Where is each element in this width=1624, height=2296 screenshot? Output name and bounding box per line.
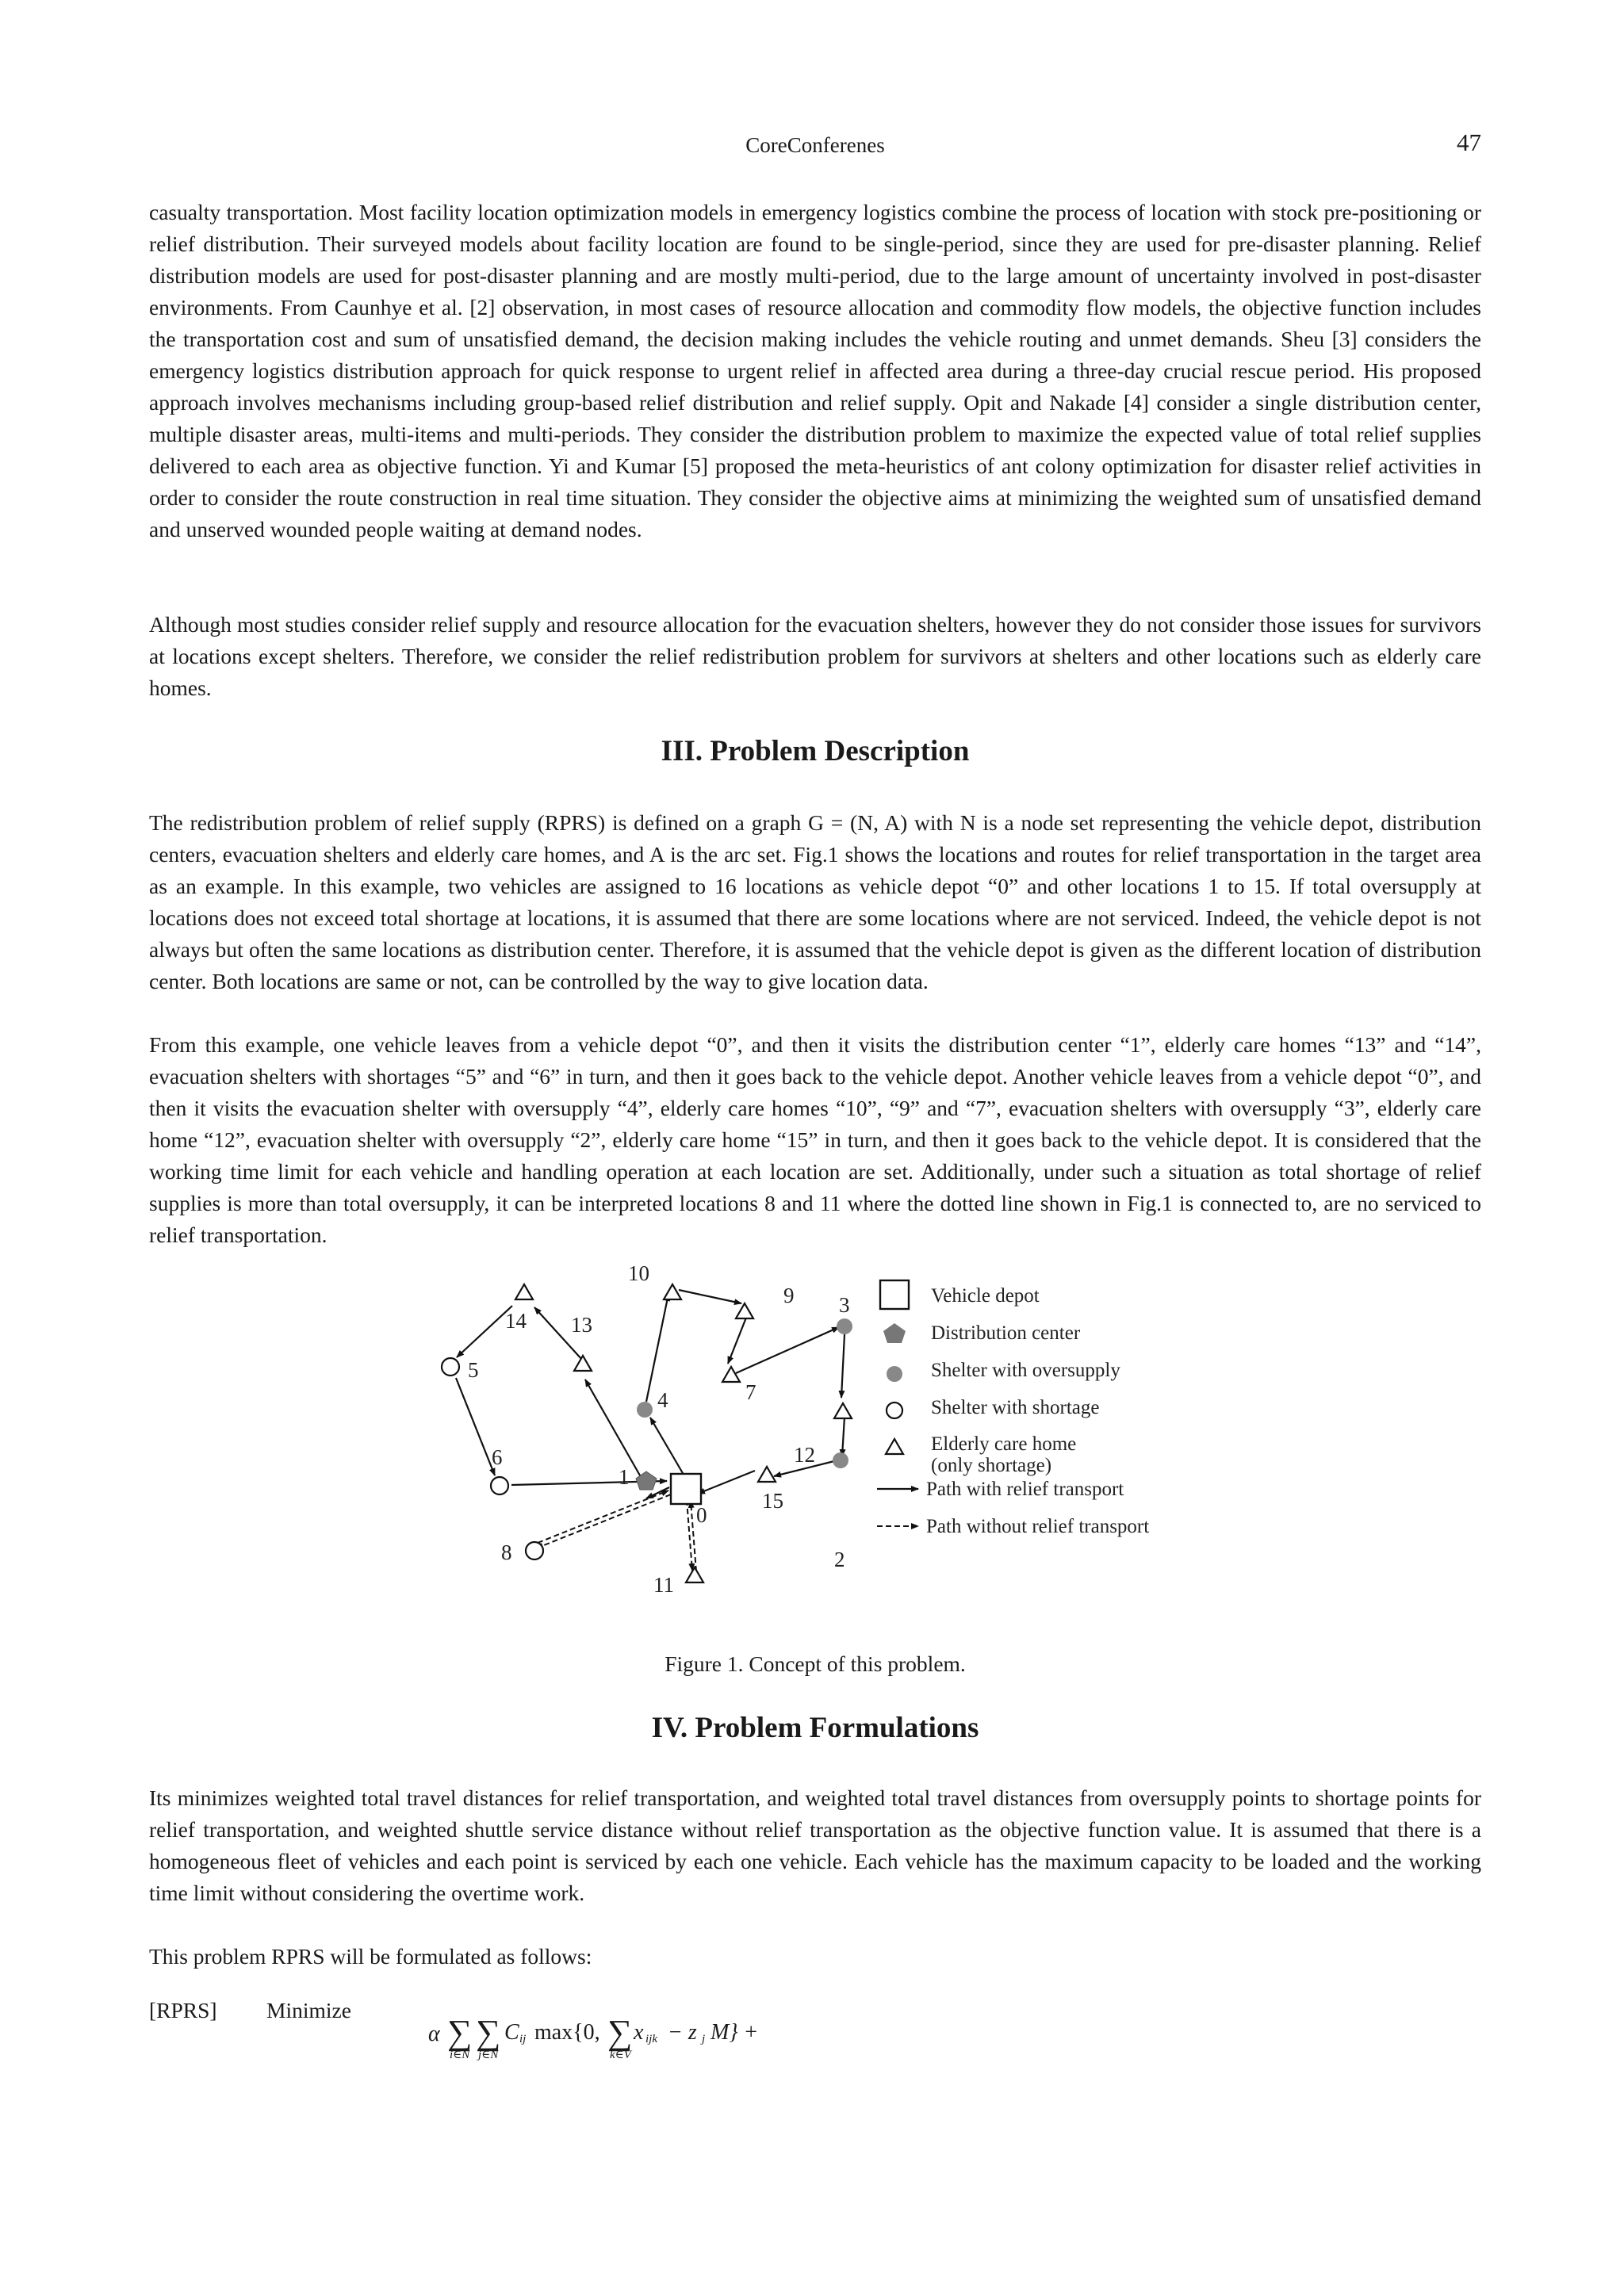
legend-shortage-symbol [887, 1402, 902, 1418]
formula-sum-k: ∑ [607, 2013, 633, 2052]
paragraph-objective: Its minimizes weighted total travel distances for relief transportation, and weighted total travel distances from oversupply points to shortage points for relief transportation, and weighted shuttle service distance without relief transportation as the objective function value. It is assumed that there is a homogeneous fleet of vehicles and each point is serviced by each one vehicle. Each vehicle has the maximum capacity to be loaded and the working time limit without considering the overtime work. [149, 1785, 1481, 1905]
legend-depot-symbol [880, 1280, 909, 1309]
label-node-15: 15 [762, 1489, 783, 1513]
label-node-12: 12 [794, 1443, 815, 1467]
legend-no-relief-path-text: Path without relief transport [926, 1516, 1150, 1537]
label-node-6: 6 [492, 1445, 503, 1469]
edge-12-2 [842, 1417, 845, 1456]
edge-10-9 [679, 1290, 741, 1303]
legend-dc-text: Distribution center [931, 1322, 1081, 1344]
legend-elderly-subtext: (only shortage) [931, 1455, 1052, 1476]
node-2-oversupply [833, 1452, 848, 1468]
formula-c: C [504, 2020, 519, 2045]
label-node-9: 9 [783, 1284, 795, 1307]
node-13-elderly [574, 1356, 592, 1371]
label-node-0: 0 [696, 1503, 707, 1527]
formula-sub-i: i∈N [450, 2049, 470, 2061]
node-12-elderly [834, 1403, 852, 1418]
edge-3-12 [841, 1334, 845, 1398]
formula-minimize: Minimize [266, 1998, 351, 2022]
page-header [149, 128, 1481, 165]
figure-caption: Figure 1. Concept of this problem. [665, 1651, 966, 1676]
formula-alpha: α [428, 2022, 440, 2046]
legend-oversupply-text: Shelter with oversupply [931, 1360, 1120, 1381]
formula-c-sub: ij [519, 2033, 527, 2045]
edge-0-4 [650, 1418, 686, 1479]
edge-0-8 [536, 1494, 671, 1548]
legend-elderly-symbol [886, 1439, 903, 1454]
label-node-11: 11 [653, 1573, 674, 1597]
node-9-elderly [736, 1303, 753, 1318]
formula-rprs [149, 1998, 1481, 2061]
page-number: 47 [1457, 128, 1481, 156]
node-6-shortage [491, 1477, 508, 1494]
node-0-depot [671, 1474, 701, 1504]
edge-9-7 [728, 1318, 746, 1364]
edge-1-13 [585, 1380, 646, 1487]
figure-1-diagram [387, 1261, 1212, 1617]
paragraph-example-routes: From this example, one vehicle leaves from a vehicle depot “0”, and then it visits the distribution center “1”, elderly care homes “13” and “14”, evacuation shelters with shortages “5” and “6” in turn, and then it goes back to the vehicle depot. Another vehicle leaves from a vehicle depot “0”, and then it visits the evacuation shelter with oversupply “4”, elderly care homes “10”, “9” and “7”, evacuation shelters with oversupply “3”, elderly care home “12”, evacuation shelter with oversupply “2”, elderly care home “15” in turn, and then it goes back to the vehicle depot. It is considered that the working time limit for each vehicle and handling operation at each location are set. Additionally, under such a situation as total shortage of relief supplies is more than total oversupply, it can be interpreted locations 8 and 11 where the dotted line shown in Fig.1 is connected to, are no serviced to relief transportation. [149, 1032, 1481, 1247]
formula-sub-j: j∈N [478, 2049, 499, 2061]
formula-max: max{0, [534, 2020, 600, 2045]
edge-11-0 [691, 1501, 696, 1571]
elderly-care-nodes [515, 1284, 852, 1582]
node-5-shortage [442, 1358, 459, 1376]
formula-m-tail: M} + [710, 2020, 759, 2045]
edge-7-3 [736, 1327, 839, 1373]
label-node-1: 1 [619, 1465, 630, 1489]
formula-sum-j: ∑ [476, 2013, 501, 2052]
edge-4-10 [646, 1294, 668, 1402]
node-8-shortage [526, 1542, 543, 1559]
section-heading-problem-description: III. Problem Description [661, 735, 970, 767]
edge-15-0 [698, 1471, 755, 1494]
paragraph-formulation-intro: This problem RPRS will be formulated as follows: [149, 1944, 592, 1969]
label-node-4: 4 [657, 1388, 668, 1412]
node-7-elderly [722, 1367, 740, 1382]
node-15-elderly [758, 1467, 776, 1482]
edge-8-0 [538, 1490, 668, 1543]
legend-oversupply-symbol [887, 1366, 902, 1382]
node-labels [468, 1261, 850, 1597]
paragraph-motivation: Although most studies consider relief supply and resource allocation for the evacuation shelters, however they do not consider those issues for survivors at locations except shelters. Therefore, we consider the relief redistribution problem for survivors at shelters and other locations such as elderly care homes. [149, 612, 1481, 700]
formula-sub-k: k∈V [610, 2049, 631, 2061]
edge-0-11 [687, 1500, 692, 1571]
label-node-8: 8 [501, 1540, 512, 1564]
edge-14-5 [457, 1306, 512, 1357]
legend-depot-text: Vehicle depot [931, 1285, 1040, 1307]
node-4-oversupply [637, 1402, 653, 1418]
formula-sum-i: ∑ [447, 2013, 473, 2052]
formula-x-sub: ijk [645, 2033, 657, 2045]
legend-shortage-text: Shelter with shortage [931, 1397, 1100, 1418]
node-10-elderly [664, 1284, 681, 1299]
label-node-3: 3 [839, 1293, 850, 1317]
node-14-elderly [515, 1284, 533, 1299]
label-node-13: 13 [571, 1313, 592, 1337]
edge-5-6 [456, 1378, 495, 1475]
legend-elderly-text: Elderly care home [931, 1433, 1077, 1455]
legend-dc-symbol [883, 1323, 906, 1343]
formula-z-sub: j [702, 2033, 706, 2045]
formula-label: [RPRS] [149, 1998, 217, 2022]
legend-relief-path-text: Path with relief transport [926, 1479, 1124, 1500]
formula-x: x [634, 2020, 644, 2045]
figure-legend [877, 1280, 1149, 1537]
node-11-elderly [686, 1567, 703, 1582]
label-node-14: 14 [505, 1309, 527, 1333]
journal-name: CoreConferenes [745, 133, 885, 157]
formula-minus-z: − z [668, 2020, 697, 2045]
section-heading-problem-formulations: IV. Problem Formulations [651, 1712, 979, 1744]
paragraph-problem-definition: The redistribution problem of relief supply (RPRS) is defined on a graph G = (N, A) with N is a node set representing the vehicle depot, distribution centers, evacuation shelters and elderly care homes, and A is the arc set. Fig.1 shows the locations and routes for relief transportation in the target area as an example. In this example, two vehicles are assigned to 16 locations as vehicle depot “0” and other locations 1 to 15. If total oversupply at locations does not exceed total shortage at locations, it is assumed that there are some locations where are not serviced. Indeed, the vehicle depot is not always but often the same locations as distribution center. Therefore, it is assumed that the vehicle depot is given as the different location of distribution center. Both locations are same or not, can be controlled by the way to give location data. [149, 810, 1481, 993]
paragraph-literature: casualty transportation. Most facility location optimization models in emergency logistics combine the process of location with stock pre-positioning or relief distribution. Their surveyed models about facility location are found to be single-period, since they are used for pre-disaster planning. Relief distribution models are used for post-disaster planning and are mostly multi-period, due to the large amount of uncertainty involved in post-disaster environments. From Caunhye et al. [2] observation, in most cases of resource allocation and commodity flow models, the objective function includes the transportation cost and sum of unsatisfied demand, the decision making includes the vehicle routing and unmet demands. Sheu [3] considers the emergency logistics distribution approach for quick response to urgent relief in affected area during a three-day crucial rescue period. His proposed approach involves mechanisms including group-based relief distribution and relief supply. Opit and Nakade [4] consider a single distribution center, multiple disaster areas, multi-items and multi-periods. They consider the distribution problem to maximize the expected value of total relief supplies delivered to each area as objective function. Yi and Kumar [5] proposed the meta-heuristics of ant colony optimization for disaster relief activities in order to consider the route construction in real time situation. They consider the objective aims at minimizing the weighted sum of unsatisfied demand and unserved wounded people waiting at demand nodes. [149, 200, 1481, 541]
label-node-5: 5 [468, 1358, 479, 1382]
label-node-7: 7 [745, 1380, 756, 1404]
node-3-oversupply [837, 1318, 852, 1334]
label-node-2: 2 [834, 1548, 845, 1571]
label-node-10: 10 [628, 1261, 649, 1285]
